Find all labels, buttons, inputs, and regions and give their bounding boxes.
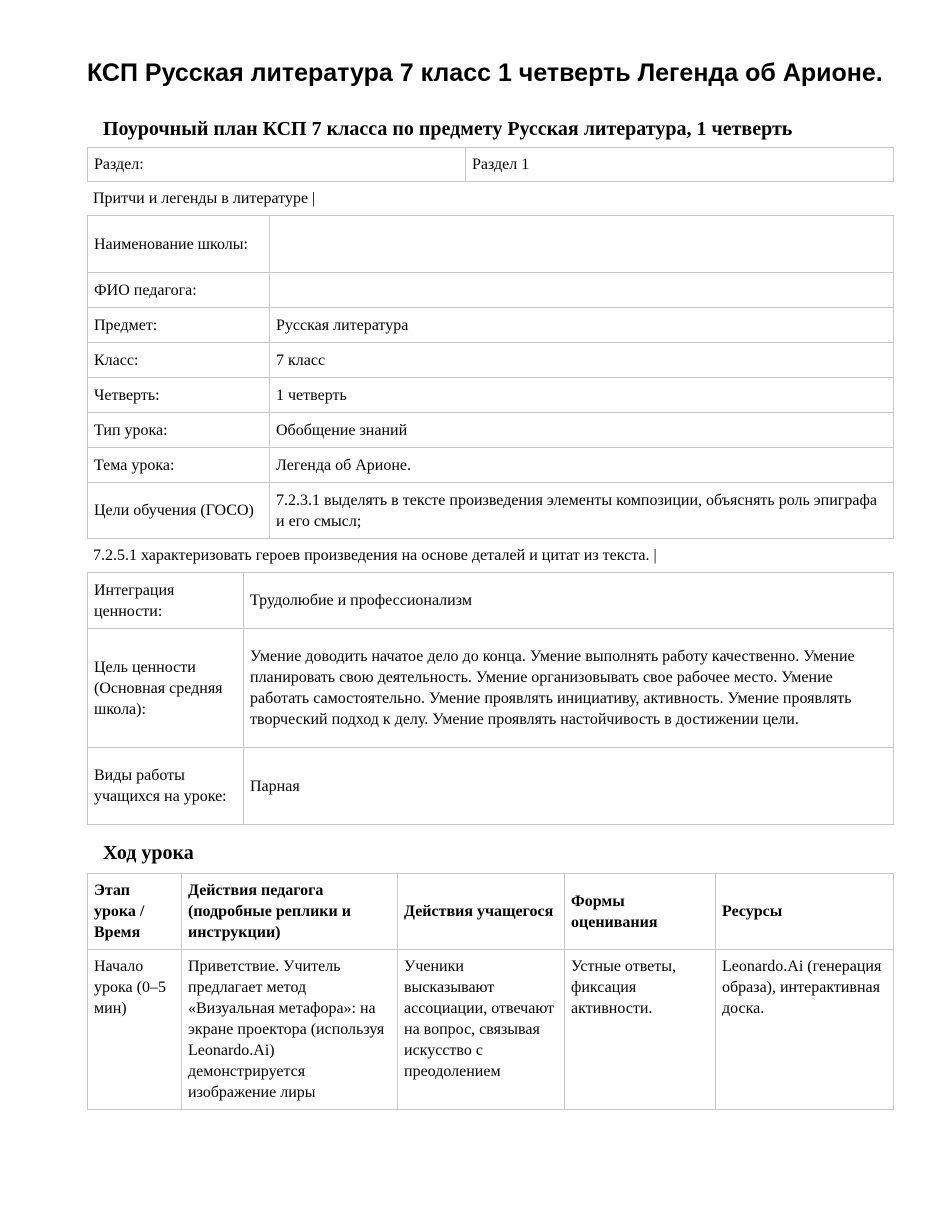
goals-note: 7.2.5.1 характеризовать героев произведения на основе деталей и цитат из текста. |	[93, 547, 657, 564]
table-row	[88, 273, 894, 308]
row-label: Цель ценности (Основная средняя школа):	[88, 629, 244, 748]
row-value: 7 класс	[270, 343, 894, 378]
row-label: Четверть:	[88, 378, 270, 413]
row-label: Цели обучения (ГОСО)	[88, 483, 270, 539]
row-label: ФИО педагога:	[88, 273, 270, 308]
table-row	[88, 308, 894, 343]
row-value: Трудолюбие и профессионализм	[244, 573, 894, 629]
lesson-table	[87, 873, 894, 1110]
column-header: Ресурсы	[716, 874, 894, 950]
table-header-row	[88, 874, 894, 950]
table-row	[88, 343, 894, 378]
table-row	[88, 483, 894, 539]
table-row	[88, 950, 894, 1110]
razdel-label: Раздел:	[88, 148, 466, 182]
values-table	[87, 572, 894, 825]
row-value	[270, 273, 894, 308]
row-label: Интеграция ценности:	[88, 573, 244, 629]
table-row	[88, 378, 894, 413]
column-header: Действия учащегося	[398, 874, 565, 950]
lesson-heading: Ход урока	[103, 842, 194, 864]
razdel-table	[87, 147, 894, 182]
table-row	[88, 216, 894, 273]
row-label: Класс:	[88, 343, 270, 378]
row-value: Умение доводить начатое дело до конца. Умение выполнять работу качественно. Умение планировать свою деятельность. Умение организовывать свое рабочее место. Умение работать самостоятельно. Умение проявлять инициативу, активность. Умение проявлять творческий подход к делу. Умение проявлять настойчивость в достижении цели.	[244, 629, 894, 748]
column-header: Действия педагога (подробные реплики и инструкции)	[182, 874, 398, 950]
table-row	[88, 413, 894, 448]
table-row	[88, 573, 894, 629]
table-cell: Ученики высказывают ассоциации, отвечают на вопрос, связывая искусство с преодолением	[398, 950, 565, 1110]
table-row	[88, 448, 894, 483]
table-cell: Приветствие. Учитель предлагает метод «Визуальная метафора»: на экране проектора (используя Leonardo.Ai) демонстрируется изображение лиры	[182, 950, 398, 1110]
row-value: 7.2.3.1 выделять в тексте произведения элементы композиции, объяснять роль эпиграфа и его смысл;	[270, 483, 894, 539]
plan-subtitle: Поурочный план КСП 7 класса по предмету Русская литература, 1 четверть	[103, 118, 793, 140]
razdel-note: Притчи и легенды в литературе |	[93, 190, 316, 207]
column-header: Этап урока / Время	[88, 874, 182, 950]
row-label: Предмет:	[88, 308, 270, 343]
row-label: Виды работы учащихся на уроке:	[88, 748, 244, 825]
document-title: КСП Русская литература 7 класс 1 четверть Легенда об Арионе.	[87, 59, 883, 87]
table-row	[88, 148, 894, 182]
row-value: Обобщение знаний	[270, 413, 894, 448]
row-value: Русская литература	[270, 308, 894, 343]
row-label: Тема урока:	[88, 448, 270, 483]
table-cell: Leonardo.Ai (генерация образа), интерактивная доска.	[716, 950, 894, 1110]
row-value: Легенда об Арионе.	[270, 448, 894, 483]
table-row	[88, 748, 894, 825]
info-table	[87, 215, 894, 539]
row-value	[270, 216, 894, 273]
table-cell: Устные ответы, фиксация активности.	[565, 950, 716, 1110]
table-cell: Начало урока (0–5 мин)	[88, 950, 182, 1110]
table-row	[88, 629, 894, 748]
row-label: Тип урока:	[88, 413, 270, 448]
row-label: Наименование школы:	[88, 216, 270, 273]
row-value: Парная	[244, 748, 894, 825]
razdel-value: Раздел 1	[466, 148, 894, 182]
row-value: 1 четверть	[270, 378, 894, 413]
column-header: Формы оценивания	[565, 874, 716, 950]
document-page	[87, 58, 893, 1110]
